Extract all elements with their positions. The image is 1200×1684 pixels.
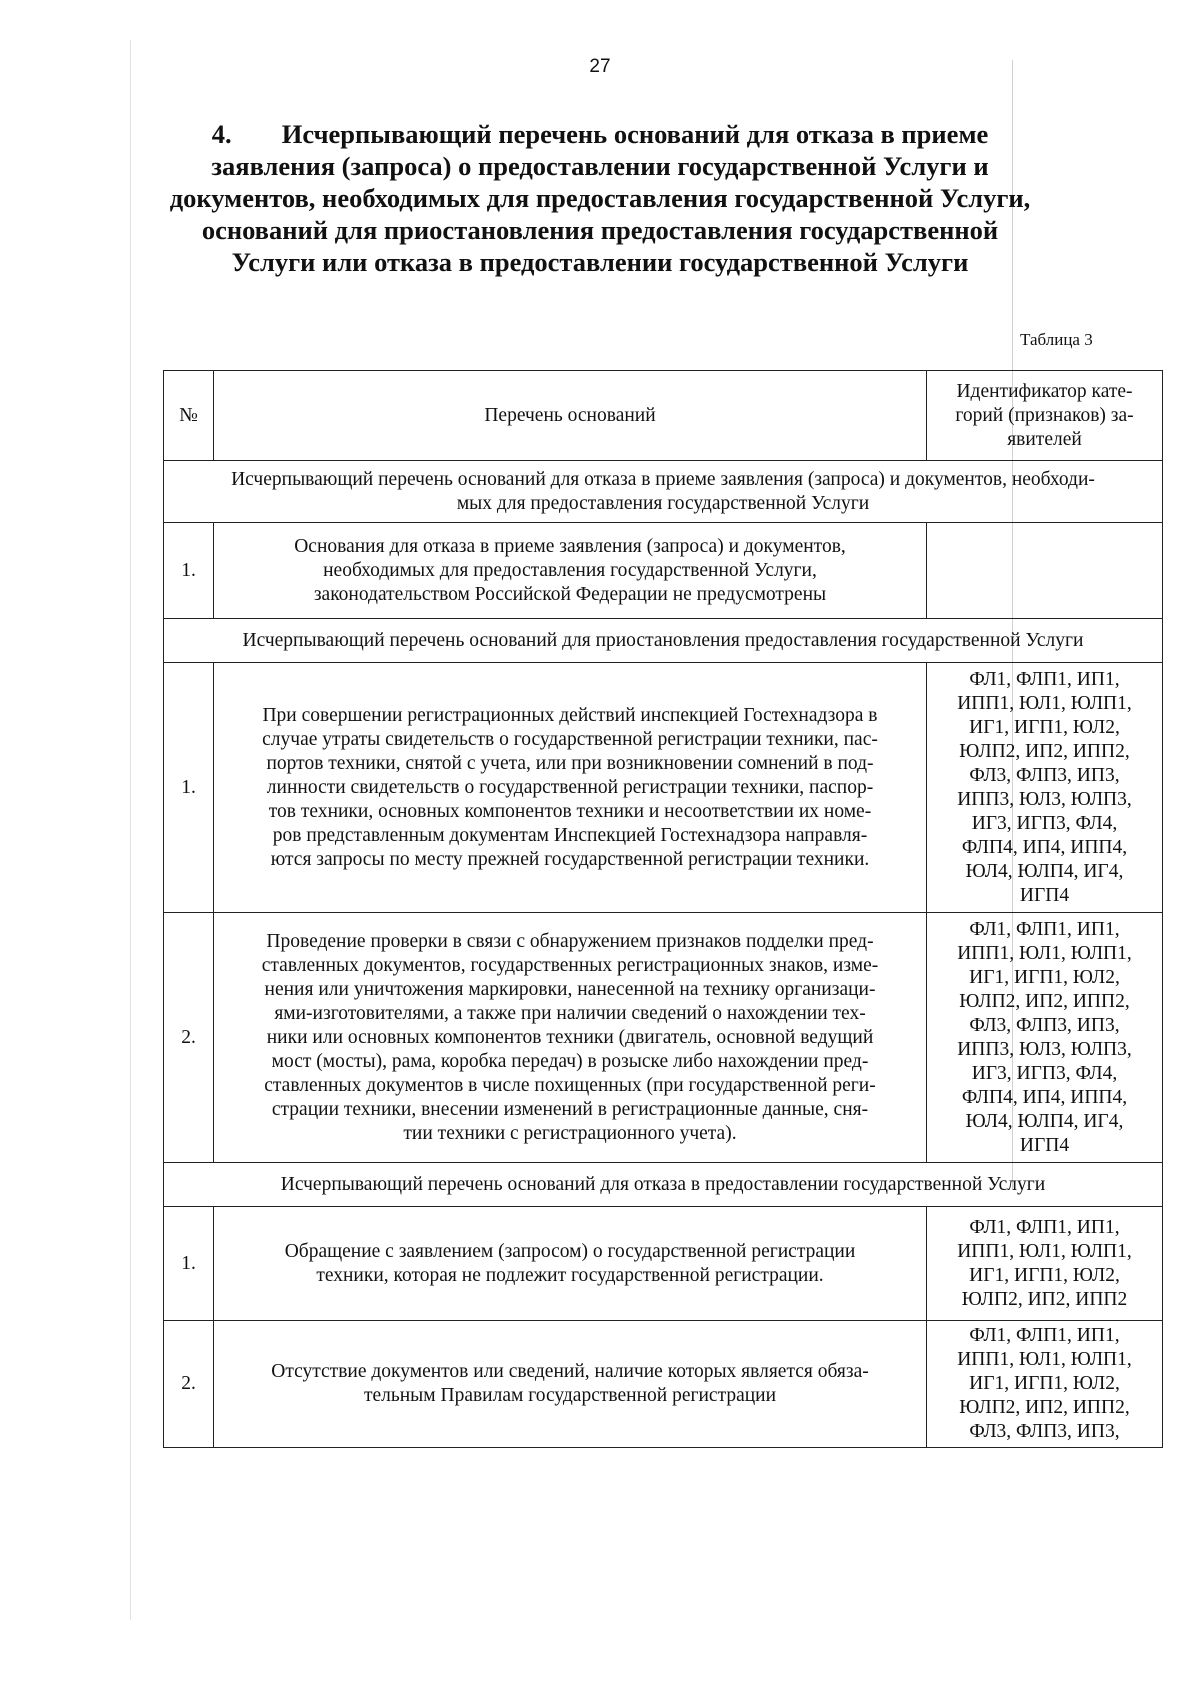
grounds-text-line: линности свидетельств о государственной регистрации техники, паспор- (266, 776, 874, 798)
grounds-text-line: законодательством Российской Федерации не предусмотрены (313, 583, 827, 605)
grounds-text-line: мост (мосты), рама, коробка передач) в розыске либо нахождении пред- (271, 1050, 869, 1072)
grounds-text-line: При совершении регистрационных действий инспекцией Гостехнадзора в (262, 704, 878, 726)
grounds-text-line: ями-изготовителями, а также при наличии сведений о нахождении тех- (274, 1002, 866, 1024)
row-grounds-text (214, 663, 927, 913)
row-applicant-identifiers (927, 1207, 1163, 1321)
section-heading-row (164, 461, 1163, 523)
section-heading-row (164, 619, 1163, 663)
table-row (164, 913, 1163, 1163)
grounds-text-line: техники, которая не подлежит государственной регистрации. (316, 1264, 824, 1286)
row-applicant-identifiers (927, 1321, 1163, 1448)
grounds-text-line: тельным Правилам государственной регистрации (363, 1385, 777, 1406)
grounds-text-line: ются запросы по месту прежней государственной регистрации техники. (270, 848, 870, 870)
identifier-line: ЮЛП2, ИП2, ИПП2, (959, 1397, 1130, 1418)
row-grounds-text (214, 1321, 927, 1448)
header-identifier: Идентификатор кате- горий (признаков) за- явителей (927, 371, 1163, 461)
identifier-line: ИПП1, ЮЛ1, ЮЛП1, (957, 942, 1132, 964)
identifier-line: ИПП3, ЮЛ3, ЮЛП3, (957, 788, 1132, 810)
grounds-text-line: Основания для отказа в приеме заявления (запроса) и документов, (294, 535, 846, 557)
identifier-line: ФЛ3, ФЛП3, ИП3, (969, 764, 1120, 786)
grounds-text-line: необходимых для предоставления государственной Услуги, (323, 559, 817, 581)
row-number: 1. (164, 523, 214, 619)
section-title-line: заявления (запроса) о предоставлении государственной Услуги и (211, 151, 989, 181)
identifier-line: ИГ1, ИГП1, ЮЛ2, (969, 716, 1120, 738)
section-heading-line: мых для предоставления государственной Услуги (456, 492, 870, 514)
section-title-line: Услуги или отказа в предоставлении государственной Услуги (231, 247, 969, 277)
header-num: № (164, 371, 214, 461)
identifier-line: ИГ1, ИГП1, ЮЛ2, (969, 966, 1120, 988)
section-heading (164, 1163, 1163, 1207)
identifier-line: ЮЛП2, ИП2, ИПП2 (961, 1288, 1128, 1310)
identifier-line: ИПП1, ЮЛ1, ЮЛП1, (957, 692, 1132, 714)
row-applicant-identifiers (927, 913, 1163, 1163)
grounds-text-line: ставленных документов в числе похищенных (при государственной реги- (264, 1074, 876, 1096)
identifier-line: ЮЛП2, ИП2, ИПП2, (959, 740, 1130, 762)
identifier-line: ИГ1, ИГП1, ЮЛ2, (969, 1264, 1120, 1286)
table-caption: Таблица 3 (1020, 330, 1093, 349)
identifier-line: ЮЛ4, ЮЛП4, ИГ4, (965, 1110, 1124, 1132)
scan-artifact-line (130, 40, 131, 1620)
identifier-line: ФЛ1, ФЛП1, ИП1, (969, 1216, 1120, 1238)
identifier-line: ФЛ1, ФЛП1, ИП1, (969, 668, 1120, 690)
grounds-table-body (164, 371, 1163, 1448)
section-title-line: оснований для приостановления предоставления государственной (201, 215, 999, 245)
identifier-line: ИГ3, ИГП3, ФЛ4, (971, 812, 1118, 834)
grounds-text-line: тии техники с регистрационного учета). (403, 1122, 737, 1144)
grounds-text-line: Отсутствие документов или сведений, наличие которых является обяза- (271, 1361, 869, 1382)
table-row (164, 663, 1163, 913)
identifier-line: ИПП3, ЮЛ3, ЮЛП3, (957, 1038, 1132, 1060)
identifier-line: ИГ3, ИГП3, ФЛ4, (971, 1062, 1118, 1084)
row-number: 2. (164, 913, 214, 1163)
grounds-text-line: страции техники, внесении изменений в регистрационные данные, сня- (271, 1098, 869, 1120)
grounds-text-line: Проведение проверки в связи с обнаружением признаков подделки пред- (266, 930, 874, 952)
section-heading (164, 461, 1163, 523)
identifier-line: ИГ1, ИГП1, ЮЛ2, (969, 1373, 1120, 1394)
section-title-line: 4. Исчерпывающий перечень оснований для отказа в приеме (211, 119, 989, 149)
grounds-text-line: ники или основных компонентов техники (двигатель, основной ведущий (266, 1026, 874, 1048)
grounds-text-line: Обращение с заявлением (запросом) о государственной регистрации (284, 1240, 856, 1262)
identifier-line: ИГП4 (1019, 884, 1070, 906)
row-number: 2. (164, 1321, 214, 1448)
grounds-text-line: ставленных документов, государственных регистрационных знаков, изме- (261, 954, 879, 976)
section-title (150, 118, 1050, 278)
section-heading-row (164, 1163, 1163, 1207)
identifier-line: ФЛП4, ИП4, ИПП4, (961, 1086, 1128, 1108)
row-grounds-text (214, 913, 927, 1163)
section-heading-line: Исчерпывающий перечень оснований для отказа в предоставлении государственной Услуги (280, 1173, 1046, 1195)
table-row (164, 1207, 1163, 1321)
row-applicant-identifiers (927, 663, 1163, 913)
row-applicant-identifiers (927, 523, 1163, 619)
identifier-line: ФЛ3, ФЛП3, ИП3, (969, 1421, 1120, 1442)
grounds-text-line: нения или уничтожения маркировки, нанесенной на технику организаци- (264, 978, 876, 1000)
identifier-line: ФЛ1, ФЛП1, ИП1, (969, 918, 1120, 940)
page-number: 27 (589, 56, 611, 77)
grounds-text-line: случае утраты свидетельств о государственной регистрации техники, пас- (262, 728, 878, 750)
row-number: 1. (164, 663, 214, 913)
section-number: 4. (211, 119, 232, 149)
identifier-line: ЮЛ4, ЮЛП4, ИГ4, (965, 860, 1124, 882)
grounds-text-line: портов техники, снятой с учета, или при возникновении сомнений в под- (266, 752, 874, 774)
identifier-line: ИПП1, ЮЛ1, ЮЛП1, (957, 1240, 1132, 1262)
section-heading-line: Исчерпывающий перечень оснований для отказа в приеме заявления (запроса) и документов, необходи- (231, 468, 1095, 490)
identifier-line: ЮЛП2, ИП2, ИПП2, (959, 990, 1130, 1012)
table-row (164, 523, 1163, 619)
identifier-line: ФЛ3, ФЛП3, ИП3, (969, 1014, 1120, 1036)
section-heading (164, 619, 1163, 663)
section-heading-line: Исчерпывающий перечень оснований для приостановления предоставления государственной Услуги (242, 629, 1084, 651)
identifier-line: ФЛ1, ФЛП1, ИП1, (969, 1325, 1120, 1346)
row-grounds-text (214, 1207, 927, 1321)
table-row (164, 1321, 1163, 1448)
identifier-line: ИГП4 (1019, 1134, 1070, 1156)
grounds-table (163, 370, 1163, 1448)
row-number: 1. (164, 1207, 214, 1321)
identifier-line: ФЛП4, ИП4, ИПП4, (961, 836, 1128, 858)
grounds-text-line: тов техники, основных компонентов техники и несоответствии их номе- (268, 800, 872, 822)
identifier-line: ИПП1, ЮЛ1, ЮЛП1, (957, 1349, 1132, 1370)
table-header-row (164, 371, 1163, 461)
row-grounds-text (214, 523, 927, 619)
grounds-text-line: ров представленным документам Инспекцией Гостехнадзора направля- (272, 824, 868, 846)
section-title-line: документов, необходимых для предоставления государственной Услуги, (169, 183, 1031, 213)
header-grounds: Перечень оснований (214, 371, 927, 461)
